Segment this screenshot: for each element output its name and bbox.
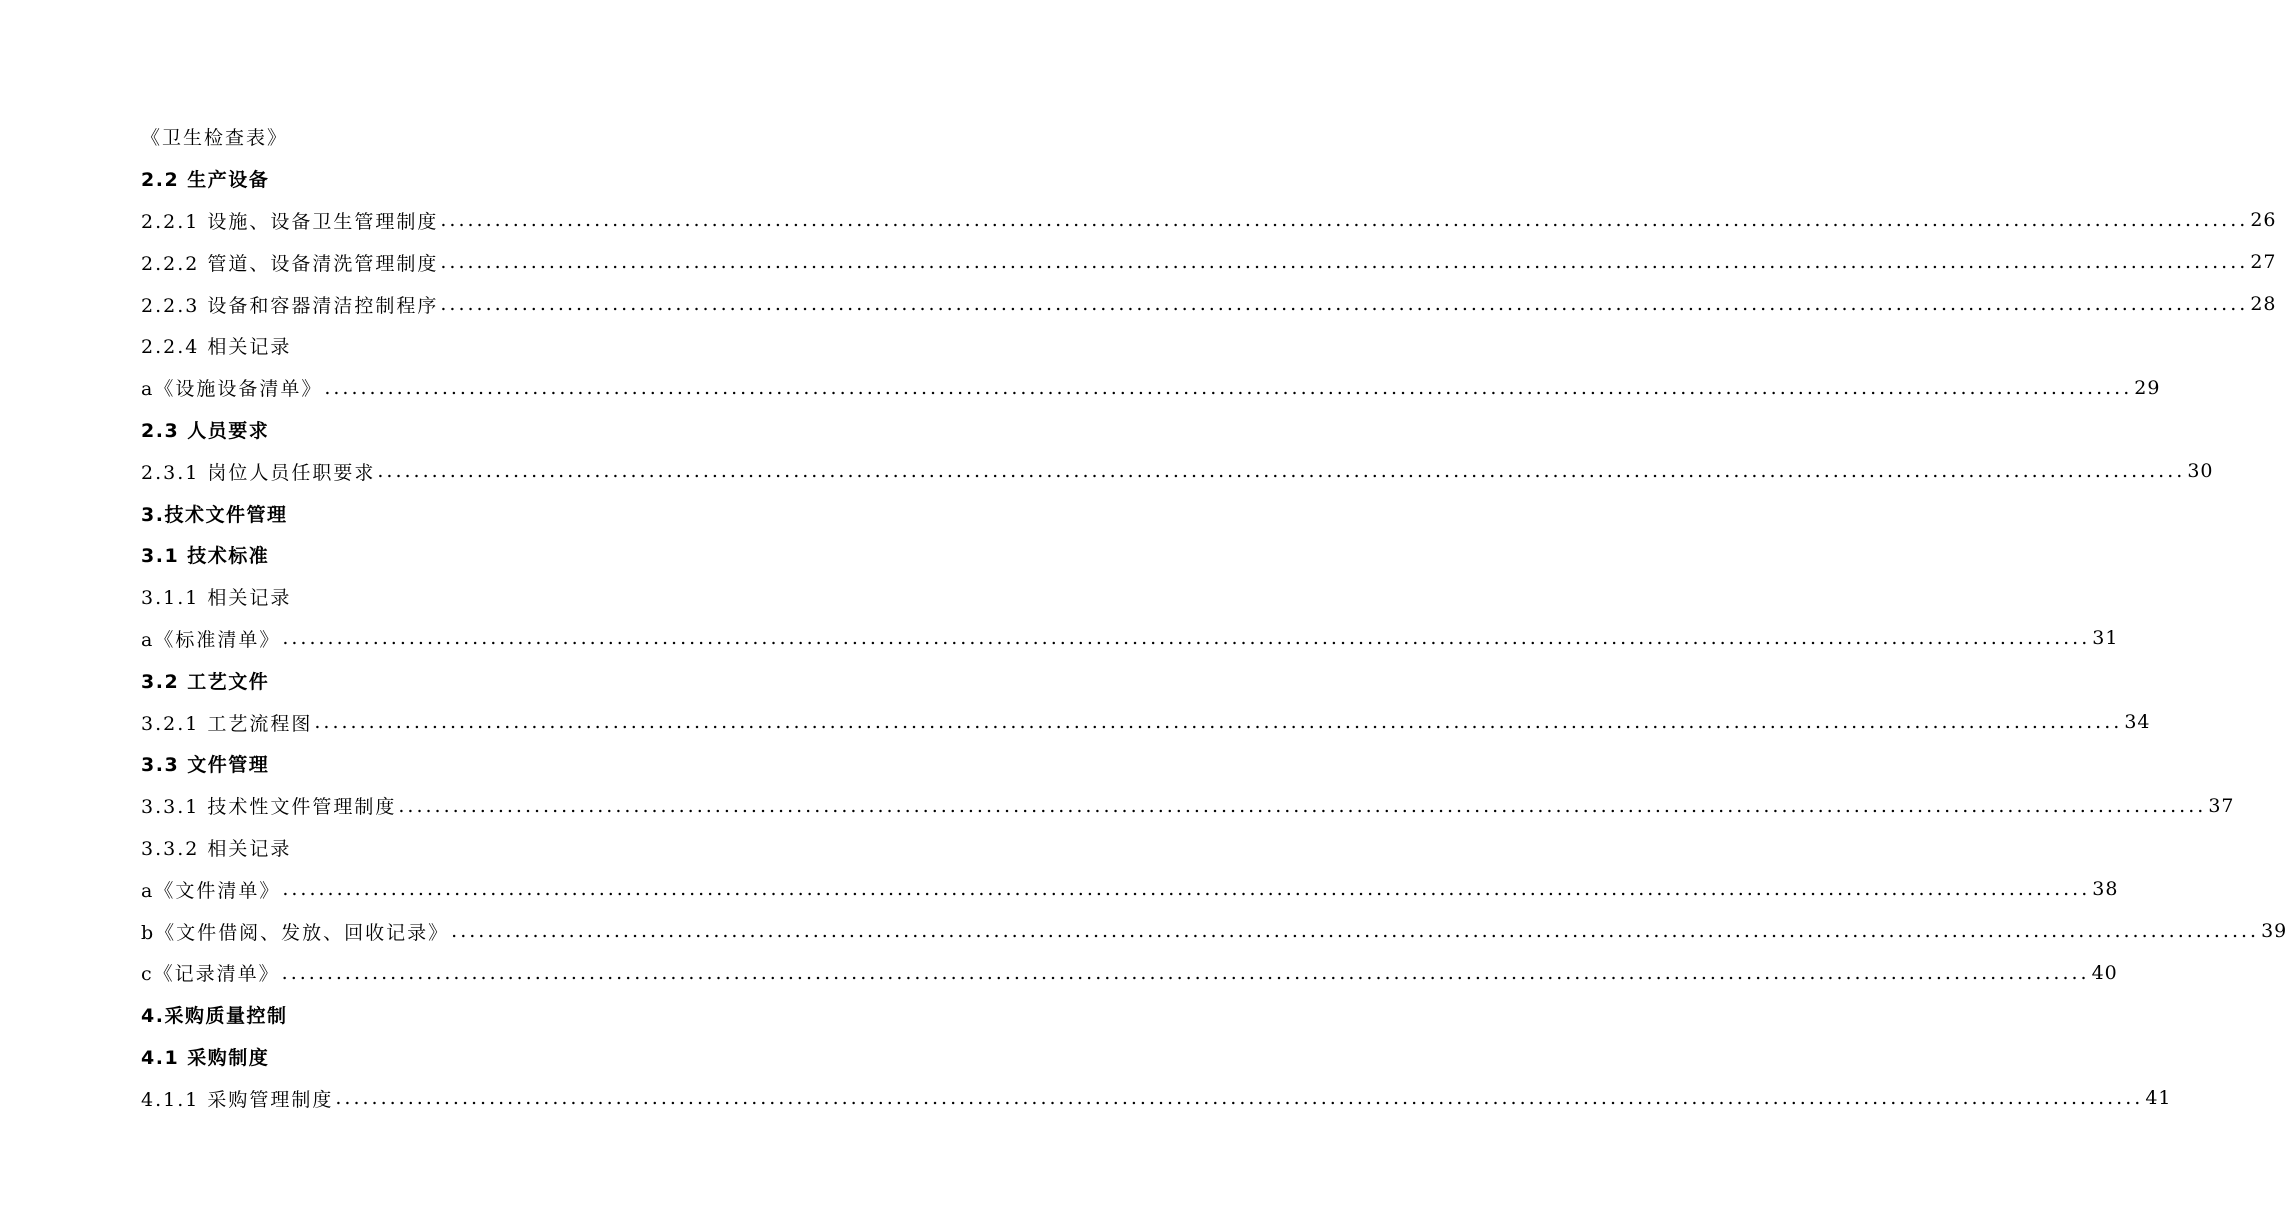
toc-dot-leader: ........................................................................................................................................................................................................ bbox=[377, 460, 2186, 483]
toc-section-heading bbox=[141, 743, 807, 785]
toc-dot-leader: ........................................................................................................................................................................................................ bbox=[324, 376, 2133, 399]
toc-page-number: 37 bbox=[2208, 794, 2235, 817]
toc-dot-leader: ........................................................................................................................................................................................................ bbox=[440, 251, 2249, 274]
toc-page-number: 31 bbox=[2092, 627, 2119, 650]
toc-entry-label: 3.2 工艺文件 bbox=[141, 670, 270, 693]
toc-page-number: 41 bbox=[2145, 1087, 2172, 1110]
toc-entry-label: 3.1.1 相关记录 bbox=[141, 587, 292, 610]
toc-section-heading bbox=[141, 1036, 807, 1078]
toc-dot-leader: ........................................................................................................................................................................................................ bbox=[440, 209, 2249, 232]
table-of-contents bbox=[141, 116, 2287, 1119]
toc-entry-label: 4.1.1 采购管理制度 bbox=[141, 1088, 334, 1111]
toc-entry-label: c《记录清单》 bbox=[141, 963, 280, 986]
toc-entry bbox=[141, 116, 807, 158]
toc-page-number: 34 bbox=[2124, 711, 2151, 734]
toc-entry-label: 3.3 文件管理 bbox=[141, 754, 270, 777]
toc-entry-label: 2.2.2 管道、设备清洗管理制度 bbox=[141, 252, 439, 275]
toc-entry bbox=[141, 200, 2277, 242]
toc-section-heading bbox=[141, 158, 807, 200]
toc-entry-label: a《设施设备清单》 bbox=[141, 378, 323, 401]
toc-dot-leader: ........................................................................................................................................................................................................ bbox=[451, 920, 2260, 943]
toc-section-heading bbox=[141, 492, 807, 534]
toc-entry-label: 4.采购质量控制 bbox=[141, 1005, 288, 1028]
toc-entry-label: 4.1 采购制度 bbox=[141, 1046, 270, 1069]
toc-entry-label: 3.1 技术标准 bbox=[141, 545, 270, 568]
toc-entry bbox=[141, 1077, 2172, 1119]
toc-dot-leader: ........................................................................................................................................................................................................ bbox=[282, 627, 2091, 650]
toc-entry bbox=[141, 450, 2214, 492]
toc-page-number: 27 bbox=[2250, 251, 2277, 274]
toc-entry-label: b《文件借阅、发放、回收记录》 bbox=[141, 921, 450, 944]
toc-dot-leader: ........................................................................................................................................................................................................ bbox=[281, 961, 2090, 984]
toc-page-number: 39 bbox=[2261, 920, 2287, 943]
toc-entry-label: 2.2.1 设施、设备卫生管理制度 bbox=[141, 210, 439, 233]
toc-entry bbox=[141, 868, 2119, 910]
toc-entry-label: 3.3.1 技术性文件管理制度 bbox=[141, 796, 397, 819]
toc-entry bbox=[141, 701, 2151, 743]
toc-dot-leader: ........................................................................................................................................................................................................ bbox=[335, 1087, 2144, 1110]
toc-section-heading bbox=[141, 994, 807, 1036]
toc-entry bbox=[141, 618, 2119, 660]
toc-entry bbox=[141, 910, 2287, 952]
toc-dot-leader: ........................................................................................................................................................................................................ bbox=[398, 794, 2207, 817]
toc-entry-label: 2.2.3 设备和容器清洁控制程序 bbox=[141, 294, 439, 317]
toc-section-heading bbox=[141, 659, 807, 701]
toc-entry bbox=[141, 367, 2161, 409]
toc-page-number: 26 bbox=[2250, 209, 2277, 232]
toc-page-number: 38 bbox=[2092, 878, 2119, 901]
toc-entry bbox=[141, 241, 2277, 283]
toc-entry bbox=[141, 785, 2235, 827]
toc-section-heading bbox=[141, 409, 807, 451]
toc-entry-label: a《文件清单》 bbox=[141, 879, 281, 902]
toc-entry-label: 3.技术文件管理 bbox=[141, 503, 288, 526]
toc-page-number: 28 bbox=[2250, 293, 2277, 316]
toc-entry-label: 2.3 人员要求 bbox=[141, 419, 270, 442]
toc-dot-leader: ........................................................................................................................................................................................................ bbox=[440, 293, 2249, 316]
toc-entry bbox=[141, 325, 807, 367]
toc-section-heading bbox=[141, 534, 807, 576]
toc-entry bbox=[141, 827, 807, 869]
toc-entry bbox=[141, 283, 2277, 325]
toc-page-number: 40 bbox=[2091, 961, 2118, 984]
toc-dot-leader: ........................................................................................................................................................................................................ bbox=[314, 711, 2123, 734]
toc-entry bbox=[141, 576, 807, 618]
toc-entry bbox=[141, 952, 2118, 994]
toc-entry-label: 《卫生检查表》 bbox=[141, 127, 289, 150]
toc-page-number: 29 bbox=[2134, 376, 2161, 399]
toc-page-number: 30 bbox=[2187, 460, 2214, 483]
toc-entry-label: 2.2.4 相关记录 bbox=[141, 336, 292, 359]
toc-entry-label: 3.3.2 相关记录 bbox=[141, 837, 292, 860]
toc-dot-leader: ........................................................................................................................................................................................................ bbox=[282, 878, 2091, 901]
toc-entry-label: 2.2 生产设备 bbox=[141, 169, 270, 192]
toc-entry-label: a《标准清单》 bbox=[141, 628, 281, 651]
toc-entry-label: 3.2.1 工艺流程图 bbox=[141, 712, 313, 735]
toc-entry-label: 2.3.1 岗位人员任职要求 bbox=[141, 461, 376, 484]
